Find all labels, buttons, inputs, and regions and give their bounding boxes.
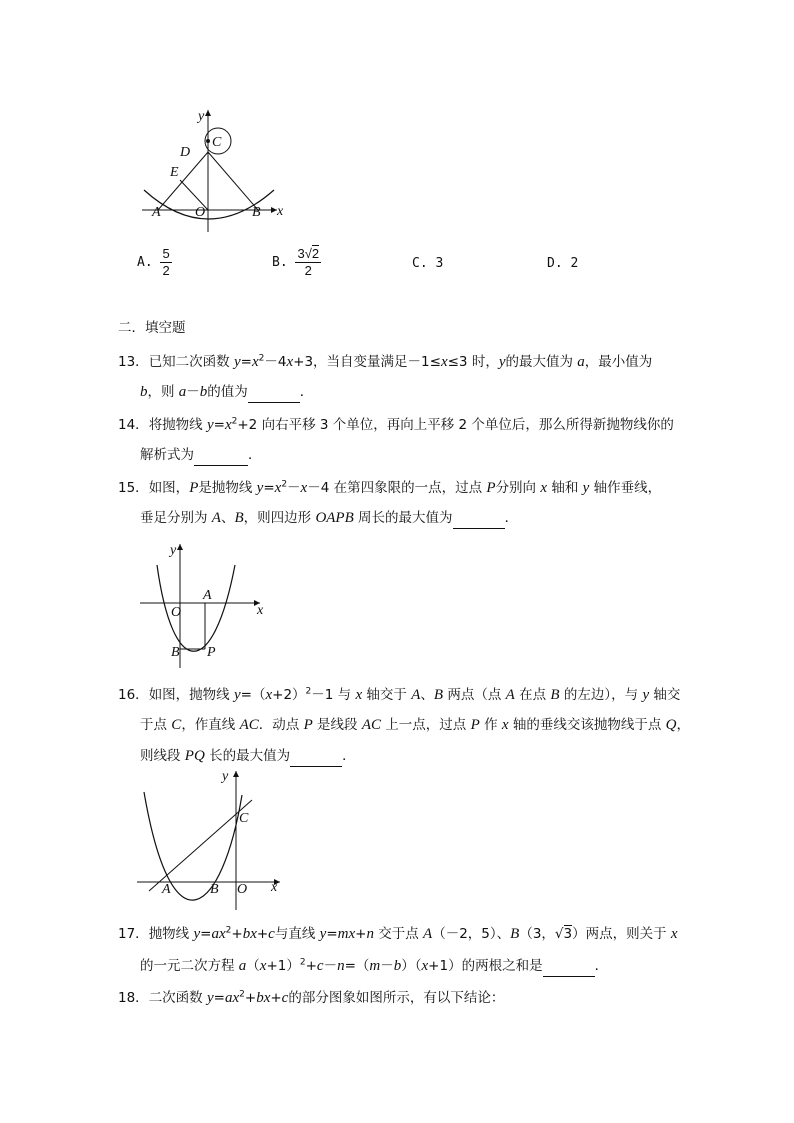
answer-blank-q16[interactable] (290, 746, 342, 767)
fig16-label-a: A (162, 882, 171, 897)
fig12-label-x: x (277, 204, 284, 219)
fig12-label-e: E (170, 165, 179, 180)
fig12-label-c: C (212, 135, 222, 150)
q14-line2: 解析式为 ． (140, 445, 262, 466)
fig12-label-o: O (195, 205, 206, 220)
figure-q15 (135, 540, 270, 672)
answer-blank-q13[interactable] (248, 382, 300, 403)
q13-line1: 13．已知二次函数 $y=x^2-4x+3$，当自变量满足－1≤x≤3 时，y的最大值为 a，最小值为 (118, 353, 653, 370)
q17-line2: 的一元二次方程 $a(x+1)^2+c-n=(m-b)(x+1)$的两根之和是 ． (140, 956, 608, 977)
answer-blank-q17[interactable] (543, 956, 595, 977)
q16-line3: 则线段 PQ 长的最大值为 ． (140, 746, 356, 767)
sqrt-icon: √ (304, 246, 312, 261)
option-d[interactable]: D. 2 (547, 256, 579, 271)
fig16-label-c: C (239, 811, 249, 826)
fraction-3sqrt2-2: $\frac{3√2}{2}$ (297, 246, 320, 278)
fig12-label-b: B (252, 205, 261, 220)
fig12-label-y: y (198, 109, 205, 124)
fig15-label-x: x (257, 603, 264, 618)
option-b[interactable]: B. $\frac{3√2}{2}$ (272, 246, 320, 278)
section-title: 二．填空题 (118, 320, 186, 336)
fig16-label-b: B (210, 882, 219, 897)
fig12-label-d: D (180, 145, 191, 160)
answer-blank-q15[interactable] (453, 508, 505, 529)
fig15-label-o: O (171, 605, 182, 620)
option-a[interactable]: A. $\frac{5}{2}$ (137, 246, 170, 278)
q15-line1: 15．如图，P是抛物线 $y=x^2-x-4$ 在第四象限的一点，过点 P分别向 x 轴和 y 轴作垂线， (118, 479, 662, 496)
q14-line1: 14．将抛物线 $y=x^2+2$ 向右平移 3 个单位，再向上平移 2 个单位后，那么所得新抛物线你的 (118, 416, 674, 433)
option-c[interactable]: C. 3 (412, 256, 444, 271)
fig16-label-x: x (271, 880, 278, 895)
fraction-5-2: $\frac{5}{2}$ (162, 246, 170, 278)
answer-blank-q14[interactable] (194, 445, 248, 466)
figure-q16 (132, 765, 292, 915)
fig16-label-o: O (237, 882, 248, 897)
q16-line2: 于点 C，作直线 AC．动点 P 是线段 AC 上一点，过点 P 作 x 轴的垂线交该抛物线于点 Q， (140, 717, 690, 733)
figure-q12 (132, 100, 292, 240)
fig15-label-b: B (171, 645, 180, 660)
sqrt-icon: √ (554, 926, 564, 942)
fig15-label-a: A (203, 588, 212, 603)
fig12-label-a: A (152, 205, 161, 220)
q15-line2: 垂足分别为 A、B，则四边形 OAPB 周长的最大值为 ． (140, 508, 518, 529)
fig16-label-y: y (222, 769, 229, 784)
fig15-label-y: y (170, 543, 177, 558)
fig15-label-p: P (207, 645, 216, 660)
q13-line2: b，则 a－b的值为 ． (140, 382, 313, 403)
q18-line1: 18．二次函数 $y=ax^2+bx+c$的部分图象如图所示，有以下结论： (118, 989, 505, 1006)
q17-line1: 17．抛物线 $y=ax^2+bx+c$与直线 y=mx+n 交于点 A（－2，5）、B（3，√3）两点，则关于 x (118, 925, 678, 942)
q16-line1: 16．如图，抛物线 $y=(x+2)^2-1$ 与 x 轴交于 A、B 两点（点 A 在点 B 的左边），与 y 轴交 (118, 686, 681, 703)
